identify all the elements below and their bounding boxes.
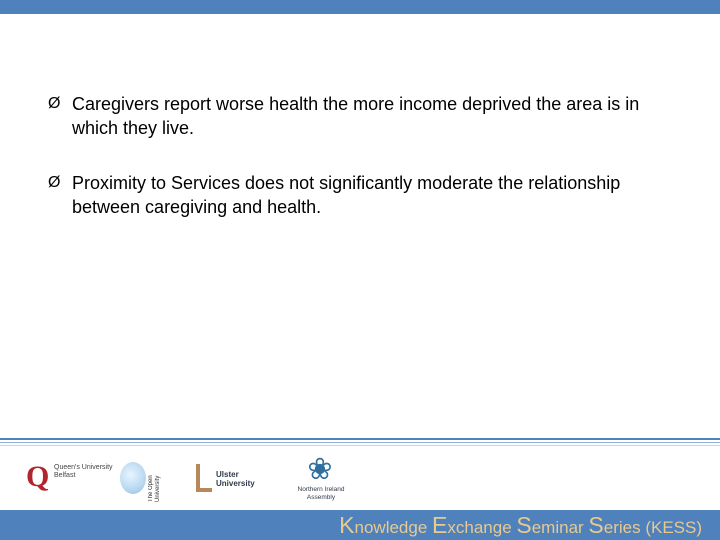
arrow-bullet-icon: Ø (48, 95, 61, 112)
kess-word: eminar (531, 518, 589, 537)
queens-university-name: Queen's University Belfast (54, 464, 113, 479)
flax-flower-icon: ❀ (307, 453, 333, 486)
bullet-text: Caregivers report worse health the more income deprived the area is in which they live. (72, 94, 640, 138)
bullet-list (48, 92, 688, 250)
ulster-university-mark-icon (196, 464, 212, 492)
queens-university-logo (24, 454, 113, 508)
northern-ireland-assembly-name: Northern Ireland Assembly (297, 486, 345, 501)
partner-logos (0, 448, 720, 510)
open-university-name: The Open University (148, 475, 161, 502)
queens-university-crest-icon: Q (26, 460, 50, 493)
kess-word: xchange (447, 518, 517, 537)
bullet-item (48, 92, 688, 140)
open-university-circle-icon (120, 462, 146, 494)
bullet-text: Proximity to Services does not significantly moderate the relationship between caregiving and health. (72, 173, 621, 217)
footer-bar (0, 510, 720, 540)
ulster-university-name: Ulster University (216, 470, 255, 488)
arrow-bullet-icon: Ø (48, 174, 61, 191)
kess-initial: E (432, 512, 448, 538)
kess-footer-title (339, 513, 702, 540)
kess-initial: S (588, 512, 604, 538)
northern-ireland-assembly-logo (286, 454, 358, 508)
ulster-university-logo (196, 454, 266, 508)
footer-divider (0, 438, 720, 446)
top-accent-bar (0, 0, 720, 14)
bullet-item (48, 171, 688, 219)
kess-initial: S (516, 512, 532, 538)
kess-word: nowledge (354, 518, 433, 537)
open-university-logo (118, 454, 170, 508)
kess-word: eries (KESS) (603, 518, 702, 537)
kess-initial: K (339, 512, 355, 538)
